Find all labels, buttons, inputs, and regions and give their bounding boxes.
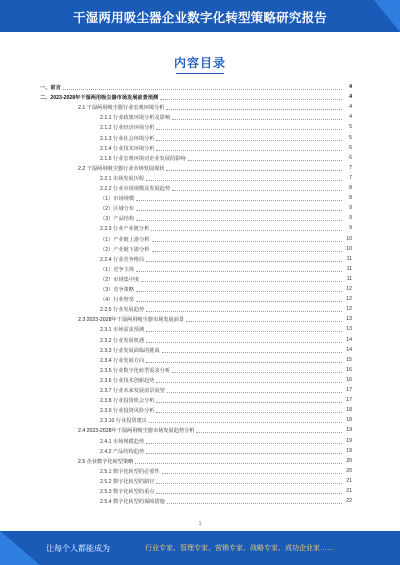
toc-entry-page: 19 [346, 427, 352, 434]
toc-dot-leader [146, 342, 342, 343]
toc-dot-leader [135, 463, 342, 464]
toc-dot-leader [136, 220, 342, 221]
toc-entry-page: 6 [349, 154, 352, 161]
toc-dot-leader [146, 311, 342, 312]
toc-entry-title: 2.2.1 市场发展历程 [100, 175, 145, 182]
toc-entry-page: 21 [346, 488, 352, 494]
toc-entry-title: 2.5.4 数字化转型的保障措施 [100, 499, 165, 506]
toc-entry-title: 2.3.5 行业数字化转型需求分析 [100, 367, 171, 374]
toc-entry-title: 2.3.8 行业投资机会分析 [100, 398, 155, 405]
toc-dot-leader [151, 230, 342, 231]
toc-dot-leader [196, 432, 342, 433]
toc-entry-page: 9 [349, 225, 352, 232]
toc-entry-page: 20 [346, 467, 352, 474]
toc-entry-title: 2.2.2 行业市场规模及发展趋势 [100, 186, 171, 192]
page-number: 1 [198, 521, 202, 527]
toc-entry-title: （1）市场规模 [100, 196, 135, 203]
toc-dot-leader [162, 473, 342, 474]
toc-entry-page: 13 [346, 326, 352, 333]
toc-entry-page: 12 [346, 306, 352, 313]
toc-entry-page: 18 [346, 417, 352, 424]
toc-entry-title: 2.3.1 市场需求预测 [100, 327, 145, 334]
toc-dot-leader [136, 200, 342, 201]
toc-entry-page: 17 [346, 387, 352, 393]
toc-entry-page: 12 [346, 286, 352, 292]
footer-accent-wedge [0, 531, 40, 565]
toc-entry-title: 2.1.2 行业经济环境分析 [100, 125, 155, 132]
toc-entry-title: 2.4 2023-2028年干湿两用吸尘器市场发展趋势分析 [78, 428, 195, 435]
toc-entry-page: 11 [346, 265, 352, 272]
toc-dot-leader [172, 119, 342, 120]
toc-dot-leader [156, 483, 342, 484]
toc-entry-title: 2.1.4 行业技术环境分析 [100, 145, 155, 152]
toc-entry-page: 5 [349, 124, 352, 131]
toc-heading-underline [176, 73, 224, 74]
footer-roles: 行业专家、管理专家、营销专家、战略专家、成功企业家…… [145, 545, 334, 552]
toc-entry-page: 16 [346, 376, 352, 383]
toc-entry-title: 2.5.2 数字化转型的路径 [100, 478, 155, 485]
toc-entry-title: （4）行业壁垒 [100, 297, 135, 304]
toc-entry-page: 7 [349, 164, 352, 171]
toc-dot-leader [146, 180, 342, 181]
toc-entry-page: 4 [349, 84, 352, 90]
toc-entry-page: 9 [349, 215, 352, 222]
toc-dot-leader [156, 382, 342, 383]
toc-entry-title: 2.3.6 行业技术创新趋势 [100, 377, 155, 384]
toc-entry-title: 2.3.9 行业投资风险分析 [100, 408, 155, 415]
toc-dot-leader [167, 503, 342, 504]
toc-entry-title: 2.2.4 行业竞争格局 [100, 256, 145, 263]
toc-entry-title: 2.3.7 行业未来发展前景展望 [100, 388, 165, 394]
footer-bar [0, 531, 400, 565]
toc-dot-leader [156, 493, 342, 494]
toc-entry-page: 7 [349, 174, 352, 181]
toc-entry-title: 2.5.1 数字化转型的必要性 [100, 468, 160, 475]
toc-entry-page: 19 [346, 447, 352, 454]
toc-dot-leader [156, 129, 342, 130]
toc-entry-page: 10 [346, 235, 352, 242]
toc-entry-page: 9 [349, 205, 352, 212]
toc-entry-page: 4 [349, 94, 352, 101]
toc-entry-title: 2.4.2 产品结构趋势 [100, 448, 145, 455]
toc-entry-page: 5 [349, 134, 352, 141]
toc-dot-leader [167, 392, 342, 393]
toc-dot-leader [149, 422, 342, 423]
toc-dot-leader [146, 331, 342, 332]
toc-entry-page: 21 [346, 477, 352, 484]
report-header-bar [0, 0, 400, 32]
toc-entry-title: 一、前言 [40, 85, 61, 91]
toc-entry-title: 2.5 企业数字化转型策略 [78, 458, 134, 465]
toc-entry-title: 2.2.5 行业发展趋势 [100, 307, 145, 314]
toc-dot-leader [156, 402, 342, 403]
toc-entry-page: 20 [346, 457, 352, 464]
toc-dot-leader [156, 140, 342, 141]
toc-dot-leader [146, 453, 342, 454]
toc-dot-leader [136, 210, 342, 211]
toc-dot-leader [166, 170, 342, 171]
toc-dot-leader [63, 89, 342, 90]
toc-entry-page: 19 [346, 437, 352, 444]
toc-dot-leader [152, 251, 342, 252]
toc-entry-page: 17 [346, 397, 352, 404]
toc-entry-page: 8 [349, 185, 352, 191]
toc-entry-page: 4 [349, 104, 352, 111]
toc-entry-title: 2.2 干湿两用吸尘器行业市场发展现状 [78, 165, 165, 172]
toc-dot-leader [172, 190, 342, 191]
toc-entry-page: 14 [346, 346, 352, 353]
toc-entry-title: 2.5.3 数字化转型的重点 [100, 489, 155, 495]
toc-entry-title: 2.3.4 行业发展方向 [100, 357, 145, 364]
toc-entry-title: （2）产业链下游分析 [100, 246, 150, 253]
toc-dot-leader [186, 321, 342, 322]
toc-entry-title: 二、2023-2028年干湿两用吸尘器市场发展前景预测 [40, 95, 159, 102]
toc-entry-title: 2.3.2 行业发展机遇 [100, 337, 145, 344]
toc-entry-page: 10 [346, 245, 352, 252]
footer-slogan: 让每个人都能成为 [46, 544, 110, 553]
toc-entry-title: 2.1.3 行业社会环境分析 [100, 135, 155, 142]
toc-dot-leader [162, 352, 342, 353]
toc-dot-leader [136, 291, 342, 292]
toc-dot-leader [156, 150, 342, 151]
toc-entry-page: 12 [346, 296, 352, 303]
toc-entry-title: （2）市场集中度 [100, 276, 140, 283]
toc-entry-title: 2.4.1 市场规模趋势 [100, 438, 145, 445]
toc-dot-leader [188, 160, 342, 161]
toc-entry-page: 14 [346, 336, 352, 343]
toc-dot-leader [172, 372, 342, 373]
toc-entry-page: 22 [346, 498, 352, 505]
toc-entry-page: 11 [346, 275, 352, 282]
toc-dot-leader [152, 241, 342, 242]
toc-dot-leader [136, 271, 342, 272]
toc-entry-page: 4 [349, 114, 352, 121]
toc-entry-title: （2）区域分布 [100, 206, 135, 213]
toc-entry-title: （1）产业链上游分析 [100, 236, 150, 243]
toc-entry-title: （1）竞争主体 [100, 266, 135, 273]
toc-dot-leader [156, 412, 342, 413]
toc-dot-leader [160, 99, 342, 100]
toc-entry-title: 2.1.1 行业政策环境分析及影响 [100, 115, 171, 122]
toc-dot-leader [141, 281, 342, 282]
toc-entry-page: 11 [346, 255, 352, 262]
toc-entry-title: 2.1 干湿两用吸尘器行业宏观环境分析 [78, 105, 165, 112]
toc-entry-page: 15 [346, 356, 352, 363]
toc-dot-leader [166, 109, 342, 110]
toc-entry-page: 18 [346, 407, 352, 414]
toc-dot-leader [146, 443, 342, 444]
toc-entry-page: 6 [349, 144, 352, 151]
toc-entry-title: 2.3 2023-2028年干湿两用吸尘器市场发展前景 [78, 317, 185, 324]
toc-entry-title: 2.1.5 行业宏观环境对企业发展的影响 [100, 155, 186, 162]
toc-entry-page: 13 [346, 316, 352, 323]
toc-entry-title: 2.3.10 行业投资建议 [100, 418, 147, 425]
toc-dot-leader [136, 301, 342, 302]
toc-entry-page: 16 [346, 366, 352, 373]
toc-entry-title: （3）产品结构 [100, 216, 135, 223]
toc-entry-page: 8 [349, 195, 352, 202]
toc-entry-title: （3）竞争策略 [100, 287, 135, 293]
toc-entry-title: 2.3.3 行业发展面临的挑战 [100, 347, 160, 354]
toc-dot-leader [146, 261, 342, 262]
report-title: 干湿两用吸尘器企业数字化转型策略研究报告 [72, 11, 327, 25]
toc-heading: 内容目录 [173, 56, 226, 70]
toc-dot-leader [146, 362, 342, 363]
toc-entry-title: 2.2.3 行业产业链分析 [100, 226, 150, 233]
